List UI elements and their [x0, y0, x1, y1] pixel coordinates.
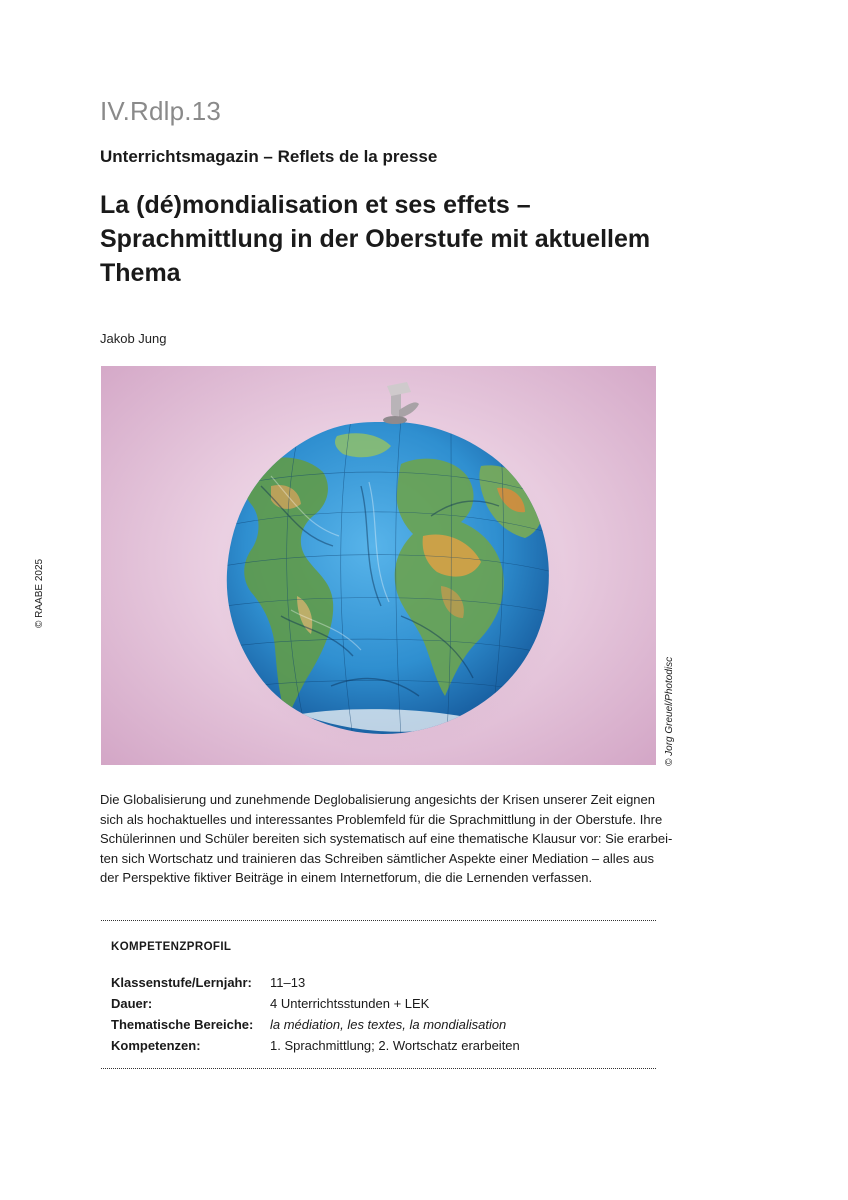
intro-line: der Perspektive fiktiver Beiträge in einem Internetforum, die die Lernenden verfassen.	[100, 870, 593, 885]
profile-heading: KOMPETENZPROFIL	[111, 941, 232, 953]
intro-line: Die Globalisierung und zunehmende Deglobalisierung angesichts der Krisen unserer Zeit eignen	[100, 792, 656, 807]
intro-line: Schülerinnen und Schüler bereiten sich systematisch auf eine thematische Klausur vor: Sie erarbei-	[100, 831, 673, 846]
profile-value: 1. Sprachmittlung; 2. Wortschatz erarbeiten	[270, 1038, 520, 1053]
title-line: Sprachmittlung in der Oberstufe mit aktuellem	[100, 225, 651, 253]
title-line: Thema	[100, 259, 181, 287]
profile-row	[111, 993, 520, 1014]
profile-label: Kompetenzen:	[111, 1038, 201, 1053]
competence-profile-table	[111, 972, 520, 1056]
profile-label: Klassenstufe/Lernjahr:	[111, 975, 252, 990]
profile-value: la médiation, les textes, la mondialisation	[270, 1017, 507, 1032]
intro-line: sich als hochaktuelles und interessantes Problemfeld für die Sprachmittlung in der Oberstufe. Ihre	[100, 811, 663, 827]
photo-credit: © Jorg Greuel/Photodisc	[664, 656, 675, 766]
profile-row	[111, 1014, 520, 1035]
page-title	[100, 188, 700, 290]
copyright-note: © RAABE 2025	[34, 558, 45, 628]
title-line: La (dé)mondialisation et ses effets –	[100, 191, 531, 219]
author-name: Jakob Jung	[100, 331, 167, 346]
dotted-divider-bottom	[101, 1068, 656, 1069]
deflated-globe-illustration	[101, 366, 656, 765]
cover-photo	[101, 366, 656, 765]
series-title: Unterrichtsmagazin – Reflets de la presse	[100, 147, 438, 166]
intro-line: ten sich Wortschatz und trainieren das Schreiben sämtlicher Aspekte einer Mediation – alles aus	[100, 850, 654, 866]
intro-paragraph	[100, 790, 673, 888]
profile-value: 11–13	[270, 975, 306, 990]
dotted-divider-top	[101, 920, 656, 921]
profile-label: Dauer:	[111, 996, 153, 1011]
profile-value: 4 Unterrichtsstunden + LEK	[270, 996, 430, 1011]
valve-icon	[383, 382, 419, 424]
profile-row	[111, 1035, 520, 1056]
document-code: IV.Rdlp.13	[100, 96, 222, 126]
profile-label: Thematische Bereiche:	[111, 1017, 254, 1032]
profile-row	[111, 972, 520, 993]
